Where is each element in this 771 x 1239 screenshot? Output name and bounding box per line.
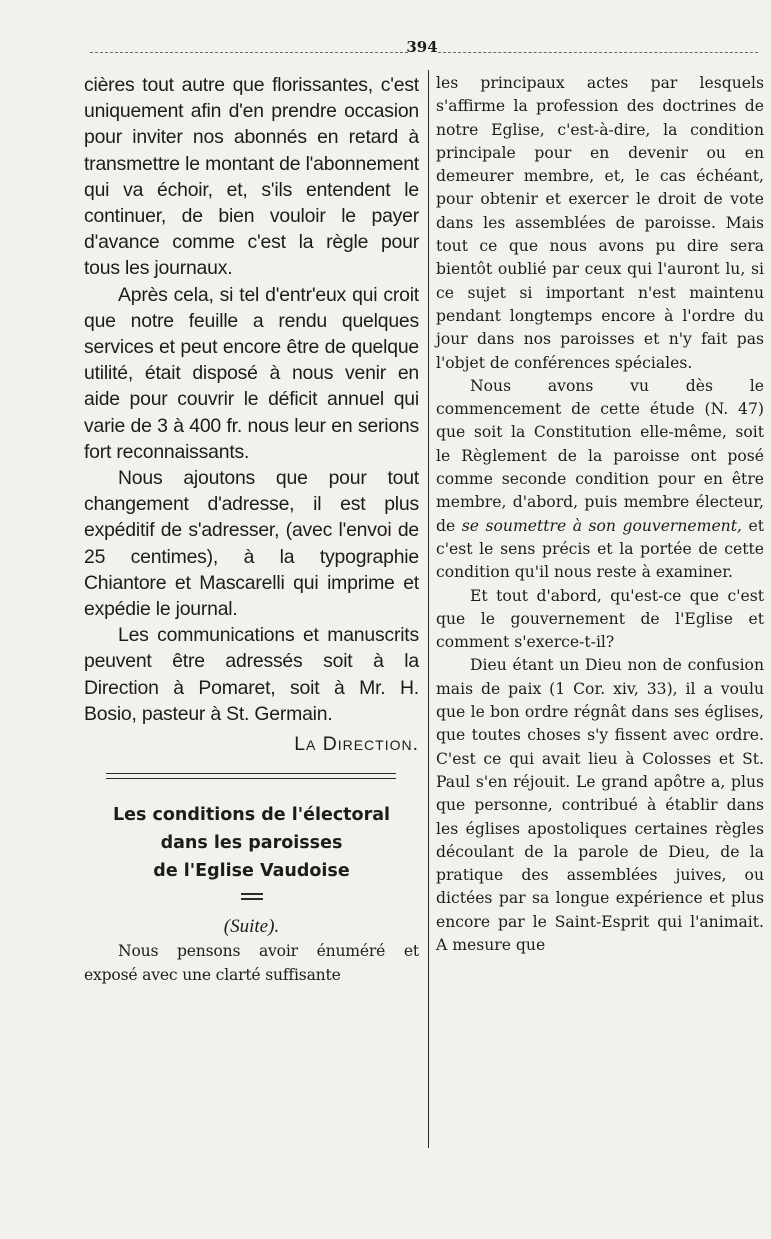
left-paragraph-4: Les communications et manuscrits peuvent être adressés soit à la Direction à Pomaret, soit à Mr. H. Bosio, pasteur à St. Germain.	[84, 624, 419, 725]
right-column	[436, 72, 764, 957]
right-paragraph-2	[436, 375, 764, 585]
header-rule-left	[90, 52, 408, 53]
title-double-dash	[241, 893, 263, 900]
right-paragraph-4: Dieu étant un Dieu non de confusion mais de paix (1 Cor. xiv, 33), il a voulu que le bon ordre régnât dans ses églises, que toutes choses s'y fissent avec ordre. C'est ce qui avait lieu à Colosses et St. Paul s'en réjouit. Le grand apôtre a, plus que personne, contribué à établir dans les églises apostoliques certaines règles découlant de la parole de Dieu, de la pratique des assemblées juives, ou dictées par sa longue expérience et plus encore par le Saint-Esprit qui l'animait. A mesure que	[436, 656, 764, 954]
right-paragraph-2-start: Nous avons vu dès le commencement de cette étude (N. 47) que soit la Constitution elle-même, soit le Règlement de la paroisse ont posé comme seconde condition pour en être membre, d'abord, puis membre électeur, de	[436, 376, 764, 535]
section-divider	[106, 773, 396, 779]
right-paragraph-2-end: et c'est le sens précis et la portée de cette condition qu'il nous reste à examiner.	[436, 516, 764, 582]
page-number: 394	[406, 38, 438, 56]
left-paragraph-1: cières tout autre que florissantes, c'est uniquement afin d'en prendre occasion pour inviter nos abonnés en retard à transmettre le montant de l'abonnement qui va échoir, et, s'ils entendent le continuer, de bien vouloir le payer d'avance comme c'est la règle pour tous les journaux.	[84, 74, 419, 280]
column-divider	[428, 70, 429, 1148]
left-paragraph-3: Nous ajoutons que pour tout changement d'adresse, il est plus expéditif de s'adresser, (avec l'envoi de 25 centimes), à la typographie Chiantore et Mascarelli qui imprime et expédie le journal.	[84, 467, 419, 621]
article-title-line-2: dans les paroisses	[160, 833, 343, 854]
left-paragraph-5: Nous pensons avoir énuméré et exposé avec une clarté suffisante	[84, 942, 419, 984]
article-title-line-1: Les conditions de l'électoral	[112, 805, 391, 826]
left-column	[84, 72, 419, 987]
article-title	[84, 801, 419, 885]
right-paragraph-1: les principaux actes par lesquels s'affirme la profession des doctrines de notre Eglise, c'est-à-dire, la condition principale pour en devenir ou en demeurer membre, et, le cas échéant, pour obtenir et exercer le droit de vote dans les assemblées de paroisse. Mais tout ce que nous avons pu dire sera bientôt oublié par ceux qui l'auront lu, si ce sujet si important n'est maintenu pendant longtemps encore à l'ordre du jour dans nos paroisses et n'y fait pas l'objet de conférences spéciales.	[436, 74, 764, 372]
right-paragraph-3: Et tout d'abord, qu'est-ce que c'est que le gouvernement de l'Eglise et comment s'exerce-t-il?	[436, 586, 764, 652]
right-paragraph-2-italic: se soumettre à son gouvernement,	[461, 516, 742, 535]
article-title-line-3: de l'Eglise Vaudoise	[153, 861, 350, 882]
left-paragraph-2: Après cela, si tel d'entr'eux qui croit que notre feuille a rendu quelques services et peut encore être de quelque utilité, était disposé à nous venir en aide pour couvrir le déficit annuel qui varie de 3 à 400 fr. nous leur en serions fort reconnaissants.	[84, 283, 419, 463]
header-rule-right	[438, 52, 758, 53]
signature: La Direction.	[294, 733, 419, 756]
continued-label: (Suite).	[223, 916, 280, 938]
